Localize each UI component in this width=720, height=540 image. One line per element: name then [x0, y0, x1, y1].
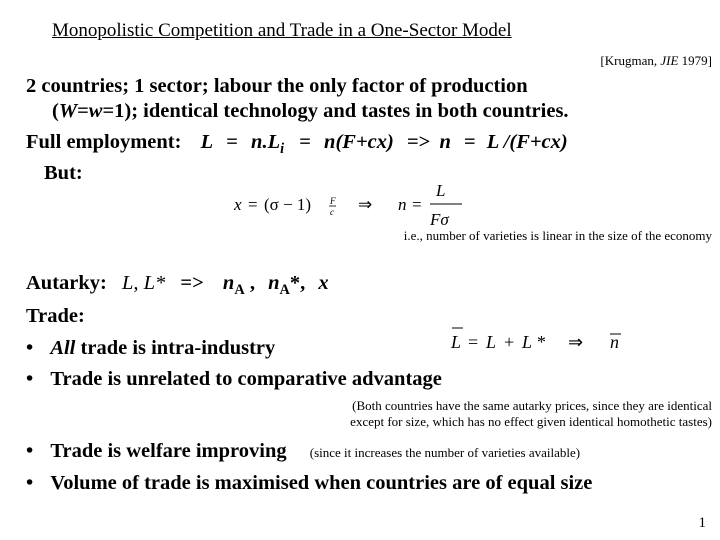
- autarky-line: Autarky: L, $L* => n_A$ , $n_A*$, x: [26, 272, 329, 299]
- note-prices: (Both countries have the same autarky prices, since they are identical except for size, which has no effect given identical homothetic tastes): [350, 398, 712, 429]
- equation-trade: [448, 322, 638, 356]
- eq1-implies: ⇒: [358, 195, 373, 214]
- eq1-frac-den: c: [330, 207, 334, 217]
- assumptions-line-1: 2 countries; 1 sector; labour the only factor of production: [26, 75, 528, 97]
- eq2-lbar: L: [451, 332, 462, 352]
- eq1-n: n: [398, 195, 407, 214]
- eq2-plus: +: [504, 332, 515, 352]
- full-employment-line: Full employment: $L = n.L_i = n(F+cx) => n = L$ /(F+cx): [26, 131, 568, 158]
- eq2-Lstar: L *: [522, 332, 546, 352]
- assumptions-line-2: (W=w=1); identical technology and tastes in both countries.: [52, 100, 569, 122]
- bullet-volume: • Volume of trade is maximised when countries are of equal size: [26, 472, 593, 494]
- eq1-numerator: L: [436, 181, 446, 200]
- page-number: 1: [698, 515, 706, 531]
- eq1-equals: =: [248, 195, 258, 214]
- but-label: But:: [44, 162, 83, 184]
- equation-varieties: [232, 178, 472, 230]
- slide-title: Monopolistic Competition and Trade in a One-Sector Model: [52, 20, 512, 41]
- eq2-n: n: [610, 332, 619, 352]
- citation: [Krugman, JIE 1979]: [600, 53, 712, 68]
- note-linear: i.e., number of varieties is linear in the size of the economy: [403, 228, 712, 243]
- bullet-intra-industry: • All trade is intra-industry: [26, 337, 276, 359]
- eq1-x: x: [234, 195, 242, 214]
- bullet-welfare: • Trade is welfare improving (since it increases the number of varieties available): [26, 440, 581, 462]
- eq1-paren: (σ − 1): [264, 195, 312, 214]
- eq1-denominator: Fσ: [430, 210, 449, 229]
- eq2-L: L: [486, 332, 497, 352]
- eq2-equals: =: [468, 332, 479, 352]
- trade-label: Trade:: [26, 305, 85, 327]
- bullet-comparative-advantage: • Trade is unrelated to comparative advantage: [26, 368, 442, 390]
- eq1-equals-2: =: [412, 195, 422, 214]
- eq1-frac-num: F: [330, 196, 336, 206]
- eq2-implies: ⇒: [568, 332, 584, 352]
